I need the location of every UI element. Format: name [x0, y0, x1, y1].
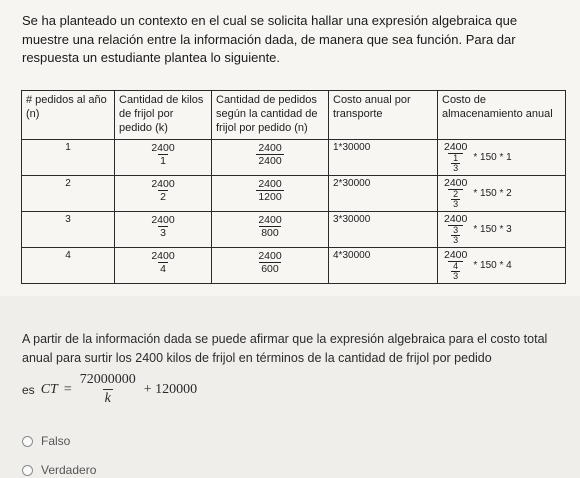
intro-text: Se ha planteado un contexto en el cual se solicita hallar una expresión algebraica que muestre una relación entre la información dada, de manera que sea función. Para dar respuesta un estudiante plantea lo siguiente.	[22, 13, 518, 65]
formula	[22, 371, 197, 408]
header-kilos-per-order: Cantidad de kilos de frijol por pedido (k)	[115, 91, 212, 140]
cell-kilos	[115, 212, 212, 248]
cell-orders: 4	[22, 248, 115, 284]
table-row	[22, 176, 566, 212]
cell-transport: 1*30000	[329, 140, 438, 176]
header-order-count: Cantidad de pedidos según la cantidad de frijol por pedido (n)	[212, 91, 329, 140]
fraction: $\frac{2400}{600}$	[258, 250, 282, 275]
cell-storage: 2400 4 3 * 150 * 4	[438, 248, 566, 284]
nested-fraction: 2400 4 3	[444, 249, 468, 281]
formula-numerator: 72000000	[79, 372, 136, 387]
radio-false[interactable]	[22, 436, 33, 447]
cell-order-count	[212, 176, 329, 212]
table-row	[22, 212, 566, 248]
cell-transport: 2*30000	[329, 176, 438, 212]
nested-fraction: 2400 2 3	[444, 177, 468, 209]
formula-denominator: k	[104, 391, 111, 406]
cell-orders: 1	[22, 140, 115, 176]
cell-order-count	[212, 140, 329, 176]
cell-transport: 3*30000	[329, 212, 438, 248]
option-false[interactable]	[22, 434, 70, 448]
fraction: $\frac{2400}{2}$	[151, 178, 175, 203]
formula-lhs: CT	[40, 381, 58, 397]
header-storage-cost: Costo de almacenamiento anual	[438, 91, 566, 140]
option-false-label: Falso	[41, 434, 71, 448]
table-row	[22, 140, 566, 176]
fraction: $\frac{2400}{1}$	[151, 142, 175, 167]
option-true-label: Verdadero	[41, 463, 97, 477]
nested-fraction: 2400 3 3	[444, 213, 468, 245]
data-table	[21, 90, 566, 284]
table-header-row	[22, 91, 566, 140]
fraction: $\frac{2400}{1200}$	[258, 178, 282, 203]
option-true[interactable]	[22, 463, 96, 477]
nested-fraction: 2400 1 3	[444, 141, 468, 173]
fraction: $\frac{2400}{4}$	[151, 250, 175, 275]
fraction: $\frac{2400}{3}$	[151, 214, 175, 239]
formula-prefix: es	[22, 382, 35, 397]
formula-fraction	[78, 371, 138, 408]
formula-equals: =	[63, 381, 72, 397]
fraction: $\frac{2400}{2400}$	[258, 142, 282, 167]
fraction: $\frac{2400}{800}$	[258, 214, 282, 239]
header-transport-cost: Costo anual por transporte	[329, 91, 438, 140]
cell-order-count	[212, 248, 329, 284]
cell-kilos	[115, 176, 212, 212]
cell-order-count	[212, 212, 329, 248]
formula-constant: + 120000	[143, 381, 198, 397]
cell-storage: 2400 3 3 * 150 * 3	[438, 212, 566, 248]
cell-storage: 2400 2 3 * 150 * 2	[438, 176, 566, 212]
cell-transport: 4*30000	[329, 248, 438, 284]
question-statement: A partir de la información dada se puede afirmar que la expresión algebraica para el costo total anual para surtir los 2400 kilos de frijol en términos de la cantidad de frijol por pedido	[22, 332, 548, 365]
cell-orders: 3	[22, 212, 115, 248]
cell-kilos	[115, 248, 212, 284]
cell-orders: 2	[22, 176, 115, 212]
table-row	[22, 248, 566, 284]
radio-true[interactable]	[22, 465, 33, 476]
cell-storage: 2400 1 3 * 150 * 1	[438, 140, 566, 176]
header-orders-per-year: # pedidos al año (n)	[22, 91, 115, 140]
cell-kilos	[115, 140, 212, 176]
